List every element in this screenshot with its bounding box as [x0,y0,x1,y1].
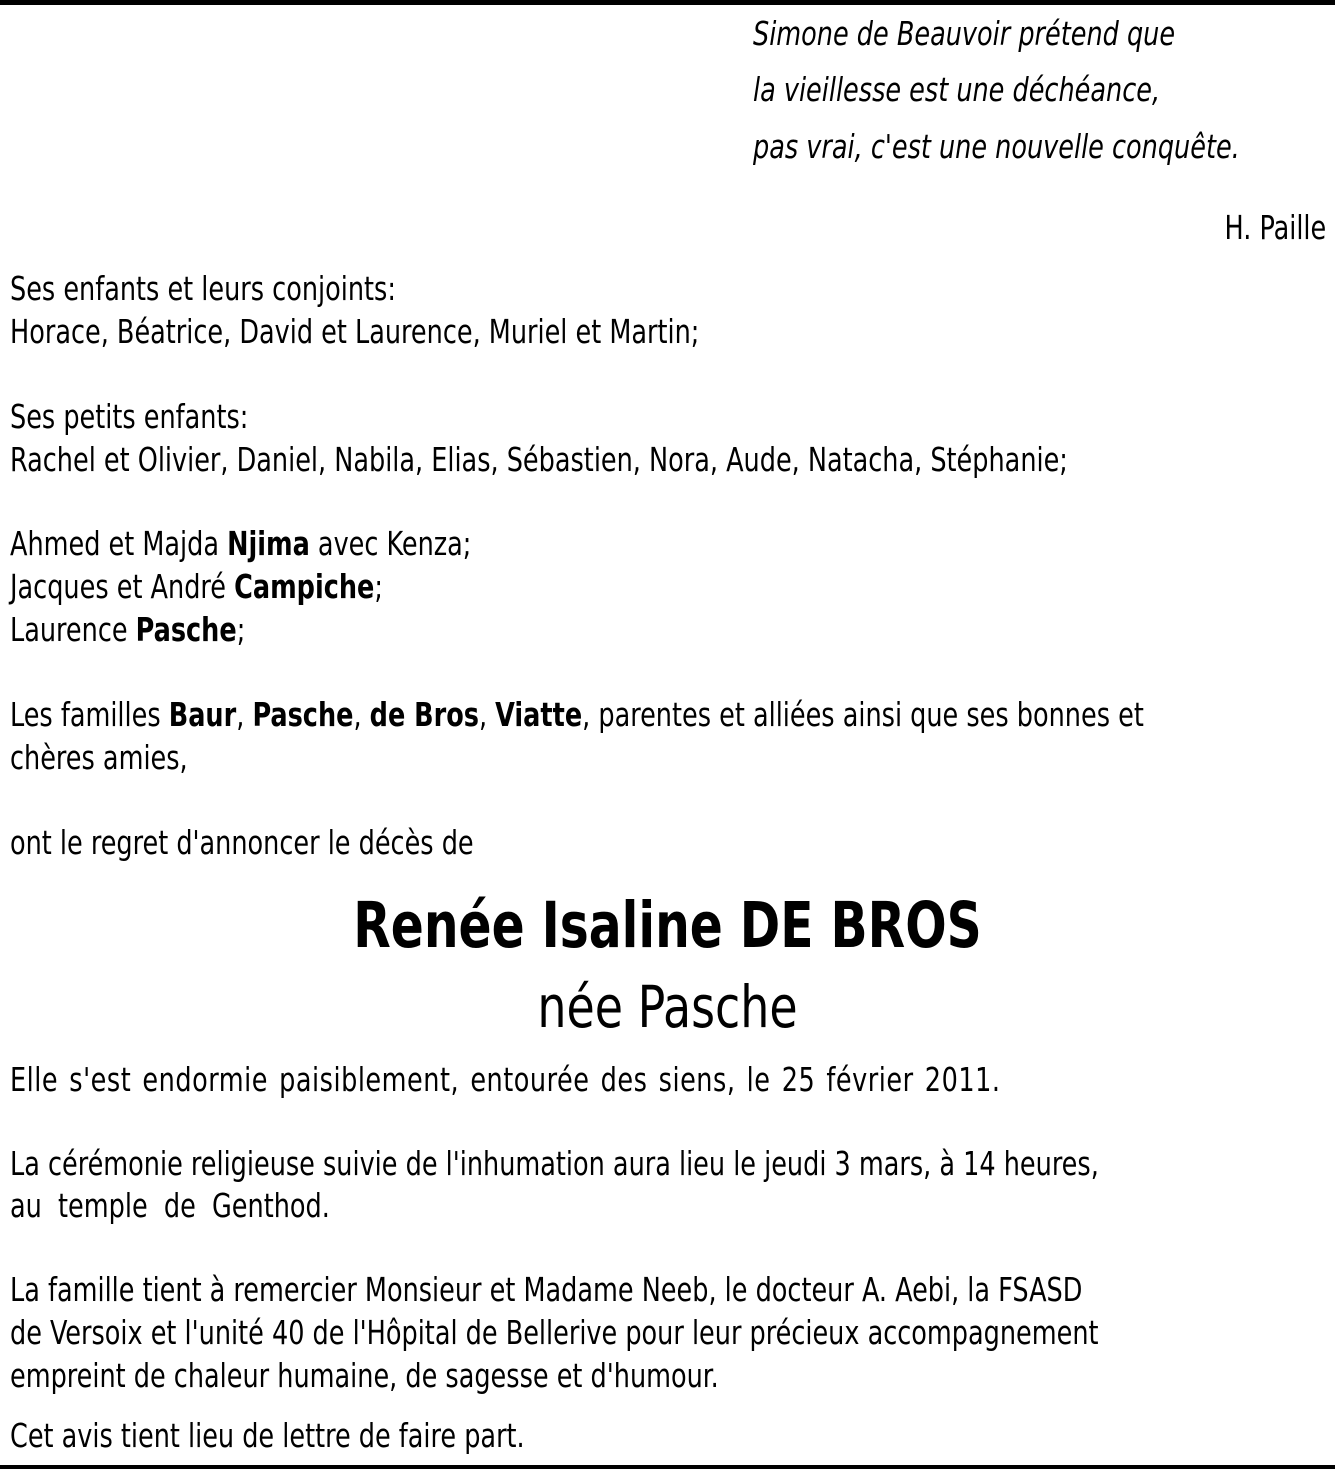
grandchildren-heading: Ses petits enfants: [10,397,249,436]
family-name: Baur [168,695,237,734]
families-line-1: Les familles Baur, Pasche, de Bros, Viatte, parentes et alliées ainsi que ses bonnes et [10,695,1144,734]
family-name: Pasche [252,695,354,734]
deceased-maiden-name: née Pasche [537,973,798,1041]
bottom-rule [0,1465,1335,1469]
families-line-2: chères amies, [10,738,188,777]
quote-author: H. Paille [1224,208,1326,247]
relative-line: Laurence Pasche; [10,610,246,649]
deceased-name: Renée Isaline DE BROS [353,889,982,962]
quote-line-3: pas vrai, c'est une nouvelle conquête. [753,127,1240,166]
quote-line-1: Simone de Beauvoir prétend que [753,14,1176,53]
grandchildren-names: Rachel et Olivier, Daniel, Nabila, Elias, Sébastien, Nora, Aude, Natacha, Stéphanie; [10,440,1068,479]
closing-line: Cet avis tient lieu de lettre de faire part. [10,1416,525,1455]
family-name: Viatte [495,695,583,734]
relative-surname: Njima [227,524,310,563]
ceremony-line-2: au temple de Genthod. [10,1186,330,1225]
relative-surname: Campiche [234,567,375,606]
relative-line: Jacques et André Campiche; [10,567,383,606]
top-rule [0,0,1335,5]
children-names: Horace, Béatrice, David et Laurence, Muriel et Martin; [10,312,700,351]
ceremony-line-1: La cérémonie religieuse suivie de l'inhumation aura lieu le jeudi 3 mars, à 14 heures, [10,1144,1099,1183]
children-heading: Ses enfants et leurs conjoints: [10,269,396,308]
relative-surname: Pasche [135,610,237,649]
thanks-line-1: La famille tient à remercier Monsieur et Madame Neeb, le docteur A. Aebi, la FSASD [10,1270,1083,1309]
death-line: Elle s'est endormie paisiblement, entourée des siens, le 25 février 2011. [10,1060,1001,1099]
announcement: ont le regret d'annoncer le décès de [10,823,474,862]
quote-line-2: la vieillesse est une déchéance, [753,70,1161,109]
relative-line: Ahmed et Majda Njima avec Kenza; [10,524,472,563]
thanks-line-2: de Versoix et l'unité 40 de l'Hôpital de Bellerive pour leur précieux accompagnement [10,1313,1099,1352]
family-name: de Bros [369,695,479,734]
thanks-line-3: empreint de chaleur humaine, de sagesse et d'humour. [10,1356,719,1395]
